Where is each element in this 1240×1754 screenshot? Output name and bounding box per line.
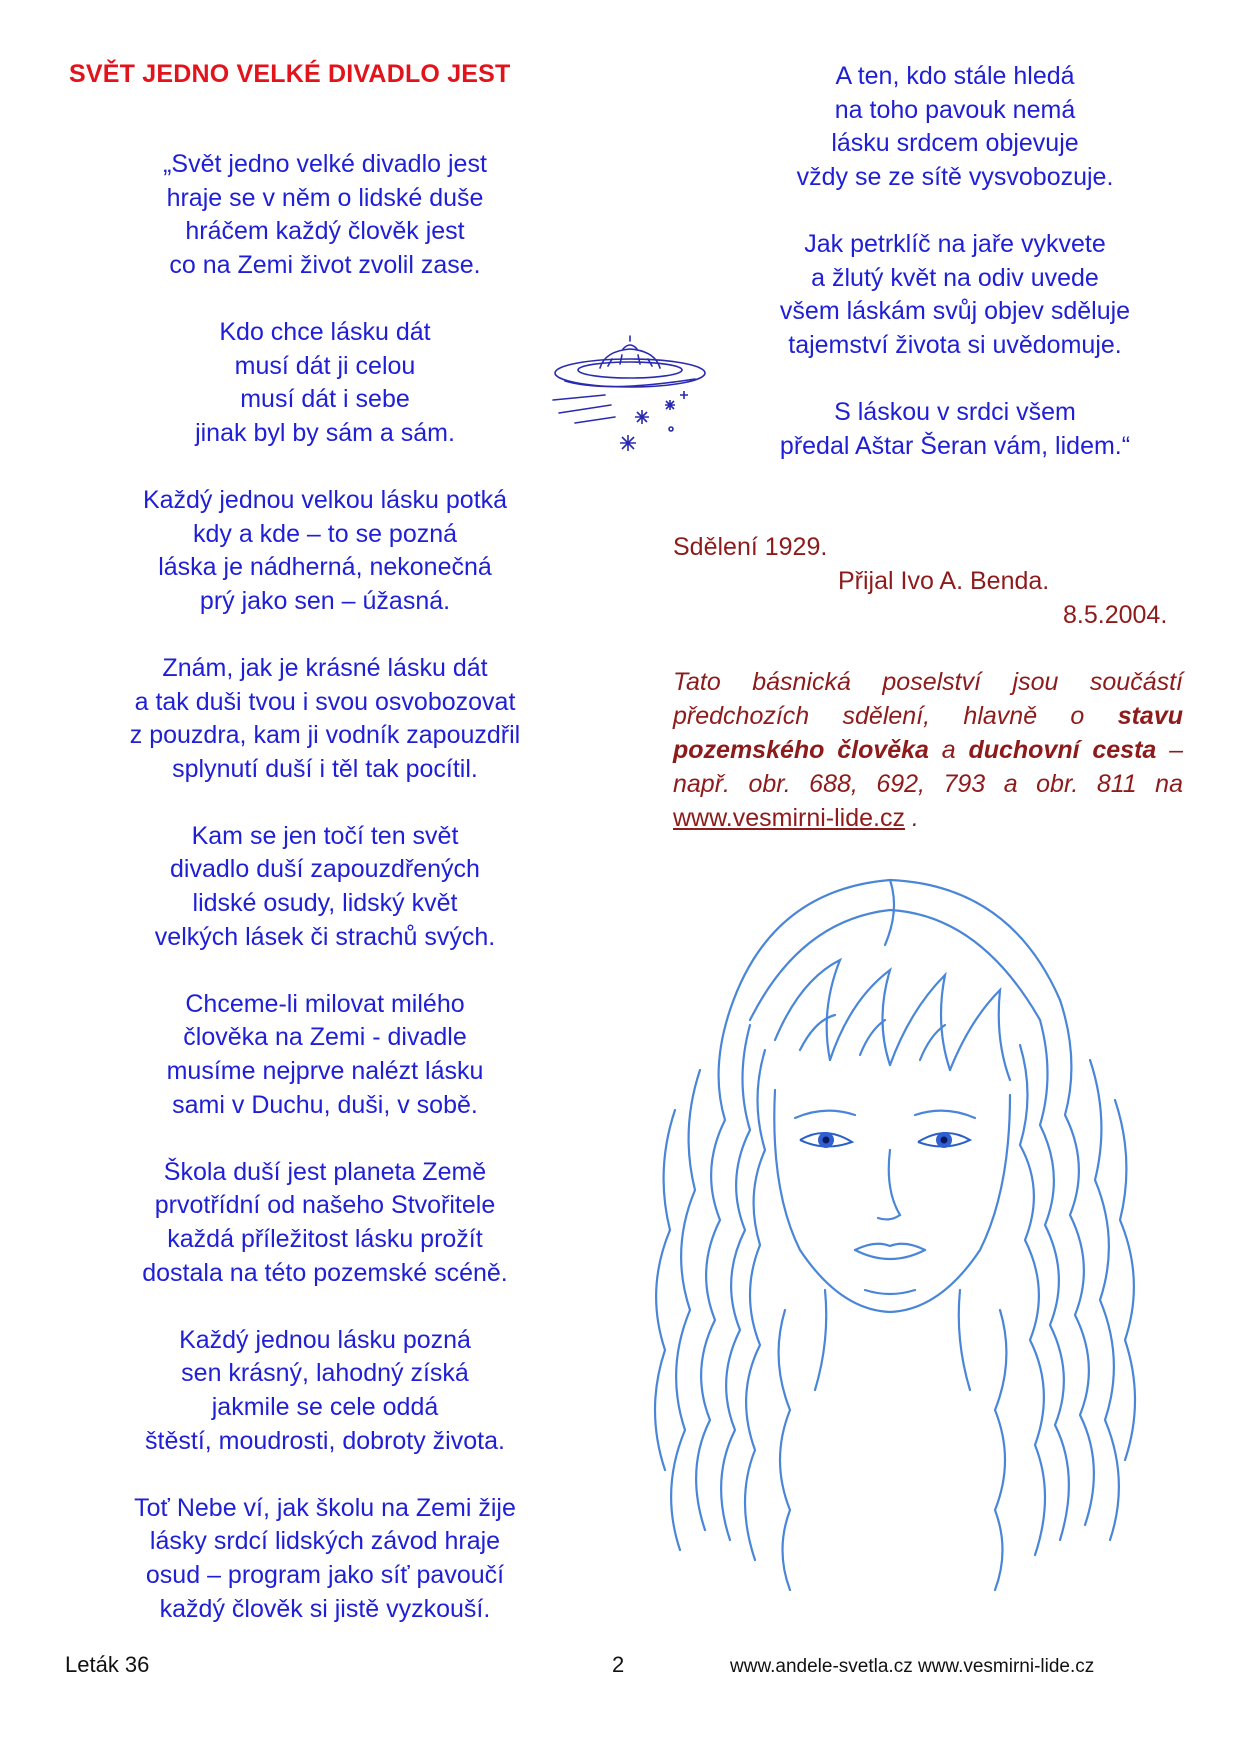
poem-line: co na Zemi život zvolil zase. — [169, 250, 481, 279]
poem-line: musí dát ji celou — [234, 351, 416, 380]
poem-line: velkých lásek či strachů svých. — [154, 922, 496, 951]
poem-line: hraje se v něm o lidské duše — [166, 183, 484, 212]
poem-stanza — [60, 484, 590, 618]
poem-line: hráčem každý člověk jest — [185, 217, 465, 246]
credit-message-year: Sdělení 1929. — [673, 533, 828, 561]
poem-line: lásku srdcem objevuje — [831, 129, 1079, 158]
poem-line: A ten, kdo stále hledá — [835, 62, 1075, 90]
poem-line: sen krásný, lahodný získá — [181, 1359, 469, 1388]
note-paragraph — [673, 665, 1183, 835]
note-text: . — [904, 804, 919, 832]
poem-line: člověka na Zemi - divadle — [183, 1023, 467, 1052]
poem-line: lidské osudy, lidský květ — [192, 889, 458, 918]
page-number: 2 — [612, 1652, 625, 1677]
credit-received-by: Přijal Ivo A. Benda. — [838, 567, 1050, 595]
poem-line: Toť Nebe ví, jak školu na Zemi žije — [134, 1493, 516, 1522]
poem-stanza — [60, 1156, 590, 1290]
poem-stanza — [60, 652, 590, 786]
poem-line: předal Aštar Šeran vám, lidem.“ — [779, 431, 1131, 460]
woman-portrait-drawing — [600, 850, 1180, 1600]
poem-left-column — [60, 148, 590, 1626]
poem-line: jinak byl by sám a sám. — [195, 418, 455, 447]
poem-line: Každý jednou lásku pozná — [179, 1325, 471, 1354]
poem-line: musíme nejprve nalézt lásku — [166, 1057, 484, 1086]
poem-line: a tak duši tvou i svou osvobozovat — [134, 687, 516, 716]
page-title: SVĚT JEDNO VELKÉ DIVADLO JEST — [69, 60, 511, 88]
poem-stanza — [60, 148, 590, 282]
poem-line: osud – program jako síť pavoučí — [145, 1560, 505, 1589]
note-text: – např. obr. 688, 692, 793 a obr. 811 na — [673, 736, 1183, 798]
poem-line: Jak petrklíč na jaře vykvete — [804, 229, 1106, 258]
poem-stanza — [60, 1492, 590, 1626]
poem-line: dostala na této pozemské scéně. — [142, 1258, 508, 1287]
poem-right-column — [690, 60, 1220, 463]
note-bold-topic-1: stavu pozemského člověka — [673, 702, 1183, 764]
ufo-illustration — [545, 335, 720, 460]
poem-line: tajemství života si uvědomuje. — [788, 330, 1122, 359]
note-text: Tato básnická poselství jsou součástí předchozích sdělení, hlavně o — [673, 668, 1183, 730]
poem-stanza — [60, 820, 590, 954]
leaflet-number: Leták 36 — [65, 1652, 150, 1677]
poem-line: Chceme-li milovat milého — [185, 989, 465, 1018]
poem-line: všem láskám svůj objev sděluje — [779, 297, 1131, 326]
poem-line: a žlutý květ na odiv uvede — [811, 263, 1099, 292]
poem-line: S láskou v srdci všem — [834, 397, 1076, 426]
poem-line: lásky srdcí lidských závod hraje — [149, 1527, 501, 1556]
poem-stanza — [690, 60, 1220, 194]
website-link[interactable]: www.vesmirni-lide.cz — [673, 804, 905, 832]
poem-line: každá příležitost lásku prožít — [167, 1225, 483, 1253]
note-text: a — [928, 736, 969, 764]
poem-stanza — [60, 1324, 590, 1458]
poem-line: Kam se jen točí ten svět — [191, 821, 459, 850]
poem-stanza — [60, 988, 590, 1122]
poem-line: divadlo duší zapouzdřených — [170, 855, 480, 884]
poem-line: každý člověk si jistě vyzkouší. — [159, 1594, 491, 1623]
poem-line: na toho pavouk nemá — [834, 95, 1076, 124]
poem-line: Znám, jak je krásné lásku dát — [162, 653, 488, 682]
poem-line: Kdo chce lásku dát — [219, 317, 431, 346]
poem-line: sami v Duchu, duši, v sobě. — [172, 1090, 478, 1119]
poem-line: Škola duší jest planeta Země — [163, 1157, 487, 1186]
poem-line: Každý jednou velkou lásku potká — [142, 485, 508, 514]
credit-date: 8.5.2004. — [1063, 601, 1168, 629]
poem-line: prvotřídní od našeho Stvořitele — [154, 1191, 496, 1220]
poem-stanza — [690, 228, 1220, 362]
poem-stanza — [60, 316, 590, 450]
poem-line: musí dát i sebe — [240, 385, 410, 414]
poem-line: „Svět jedno velké divadlo jest — [163, 150, 487, 178]
note-bold-topic-2: duchovní cesta — [968, 736, 1157, 764]
poem-line: láska je nádherná, nekonečná — [158, 553, 492, 582]
footer-websites: www.andele-svetla.cz www.vesmirni-lide.cz — [730, 1656, 1095, 1677]
poem-line: prý jako sen – úžasná. — [199, 586, 451, 615]
poem-line: vždy se ze sítě vysvobozuje. — [796, 162, 1114, 191]
poem-line: jakmile se cele oddá — [211, 1392, 439, 1421]
poem-line: kdy a kde – to se pozná — [192, 519, 458, 548]
poem-stanza — [690, 396, 1220, 463]
poem-line: z pouzdra, kam ji vodník zapouzdřil — [129, 721, 521, 750]
poem-line: splynutí duší i těl tak pocítil. — [172, 754, 478, 783]
poem-line: štěstí, moudrosti, dobroty života. — [145, 1426, 505, 1455]
